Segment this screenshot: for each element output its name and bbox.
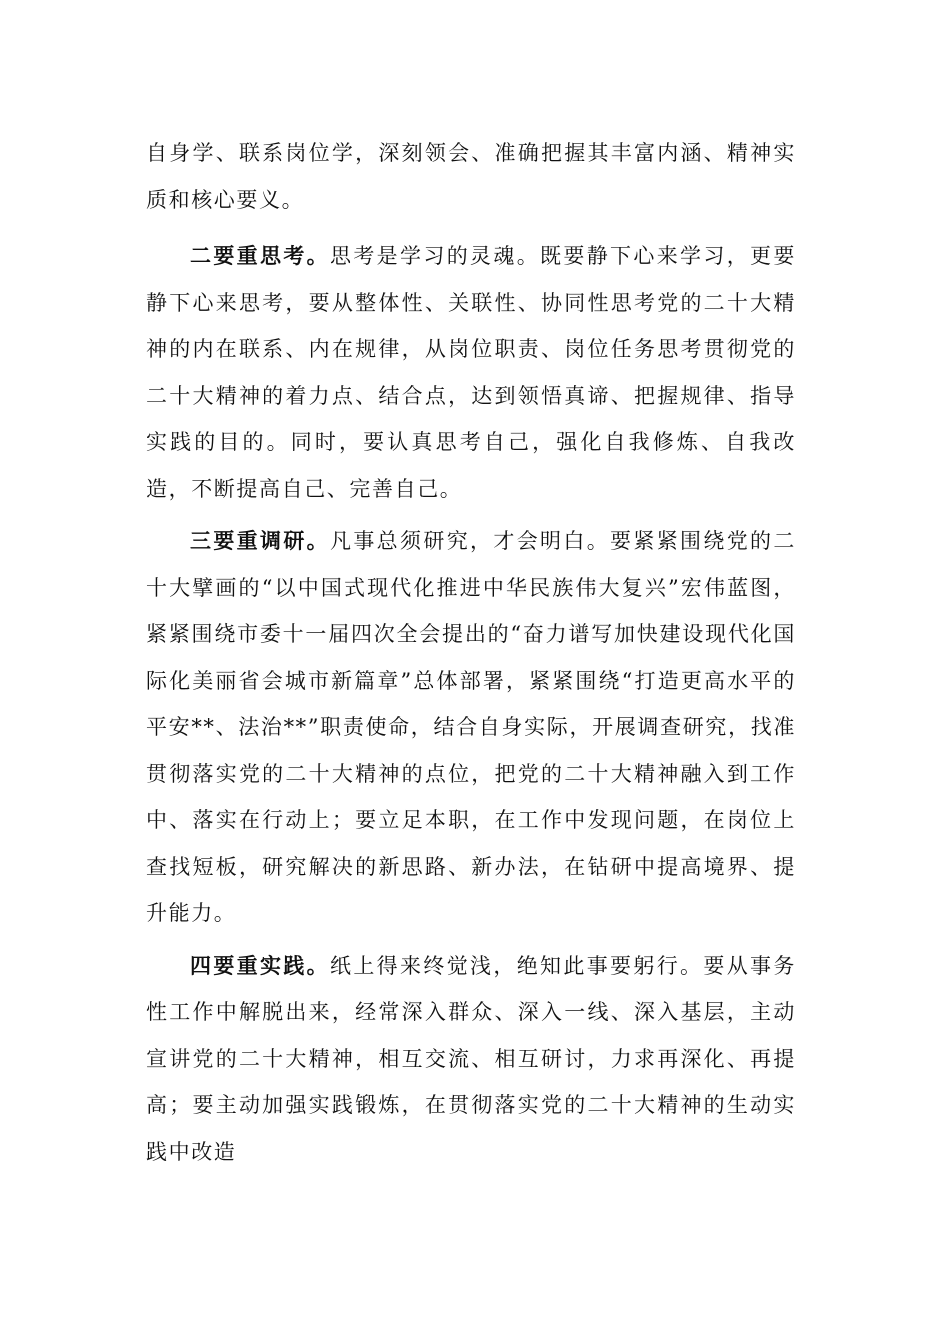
paragraph-body: 自身学、联系岗位学，深刻领会、准确把握其丰富内涵、精神实质和核心要义。 [146, 141, 796, 212]
paragraph-body: 思考是学习的灵魂。既要静下心来学习，更要静下心来思考，要从整体性、关联性、协同性思考党的二十大精神的内在联系、内在规律，从岗位职责、岗位任务思考贯彻党的二十大精神的着力点、结合点，达到领悟真谛、把握规律、指导实践的目的。同时，要认真思考自己，强化自我修炼、自我改造，不断提高自己、完善自己。 [146, 244, 796, 501]
paragraph-body: 凡事总须研究，才会明白。要紧紧围绕党的二十大擘画的“以中国式现代化推进中华民族伟大复兴”宏伟蓝图，紧紧围绕市委十一届四次全会提出的“奋力谱写加快建设现代化国际化美丽省会城市新篇章”总体部署，紧紧围绕“打造更高水平的平安**、法治**”职责使命，结合自身实际，开展调查研究，找准贯彻落实党的二十大精神的点位，把党的二十大精神融入到工作中、落实在行动上；要立足本职，在工作中发现问题，在岗位上查找短板，研究解决的新思路、新办法，在钻研中提高境界、提升能力。 [146, 529, 796, 925]
paragraph-continuation [146, 130, 796, 223]
paragraph-heading: 三要重调研。 [190, 528, 331, 553]
document-page [146, 130, 796, 1181]
paragraph-practice [146, 943, 796, 1176]
paragraph-heading: 四要重实践。 [190, 952, 331, 978]
paragraph-thinking [146, 233, 796, 512]
paragraph-research [146, 518, 796, 937]
paragraph-heading: 二要重思考。 [190, 243, 331, 268]
paragraph-body: 纸上得来终觉浅，绝知此事要躬行。要从事务性工作中解脱出来，经常深入群众、深入一线、深入基层，主动宣讲党的二十大精神，相互交流、相互研讨，力求再深化、再提高；要主动加强实践锻炼，在贯彻落实党的二十大精神的生动实践中改造 [146, 953, 796, 1164]
